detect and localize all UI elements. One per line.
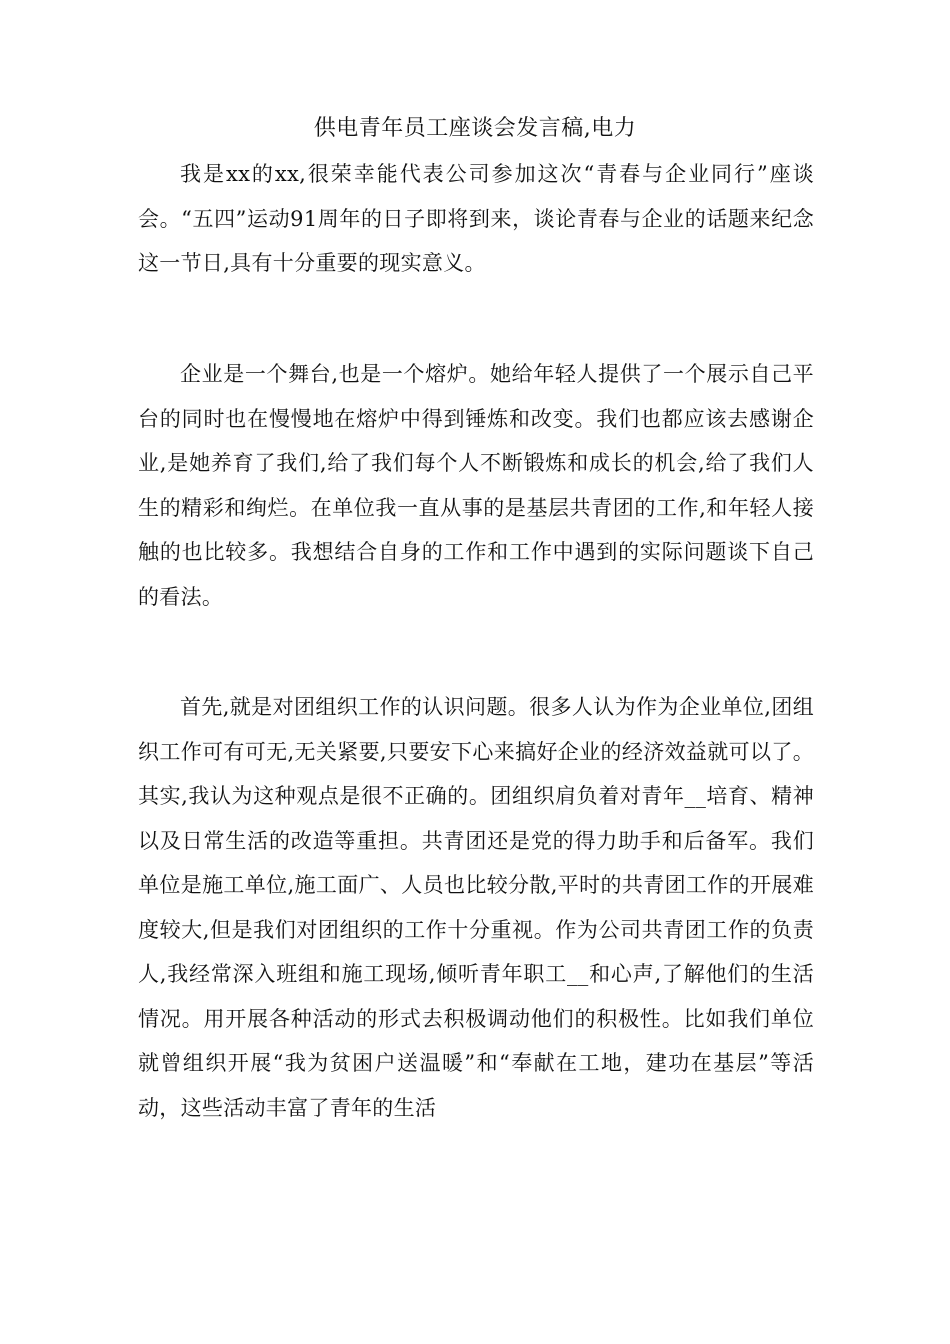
paragraph-intro: 我是xx的xx,很荣幸能代表公司参加这次“青春与企业同行”座谈会。“五四”运动91周年的日子即将到来，谈论青春与企业的话题来纪念这一节日,具有十分重要的现实意义。 — [138, 162, 814, 275]
paragraph-first-point: 首先,就是对团组织工作的认识问题。很多人认为作为企业单位,团组织工作可有可无,无关紧要,只要安下心来搞好企业的经济效益就可以了。其实,我认为这种观点是很不正确的。团组织肩负着对青年__培育、精神以及日常生活的改造等重担。共青团还是党的得力助手和后备军。我们单位是施工单位,施工面广、人员也比较分散,平时的共青团工作的开展难度较大,但是我们对团组织的工作十分重视。作为公司共青团工作的负责人,我经常深入班组和施工现场,倾听青年职工__和心声,了解他们的生活情况。用开展各种活动的形式去积极调动他们的积极性。比如我们单位就曾组织开展“我为贫困户送温暖”和“奉献在工地，建功在基层”等活动，这些活动丰富了青年的生活 — [138, 695, 814, 1120]
document-title: 供电青年员工座谈会发言稿,电力 — [313, 116, 637, 141]
paragraph-enterprise: 企业是一个舞台,也是一个熔炉。她给年轻人提供了一个展示自己平台的同时也在慢慢地在熔炉中得到锤炼和改变。我们也都应该去感谢企业,是她养育了我们,给了我们每个人不断锻炼和成长的机会,给了我们人生的精彩和绚烂。在单位我一直从事的是基层共青团的工作,和年轻人接触的也比较多。我想结合自身的工作和工作中遇到的实际问题谈下自己的看法。 — [138, 362, 814, 609]
